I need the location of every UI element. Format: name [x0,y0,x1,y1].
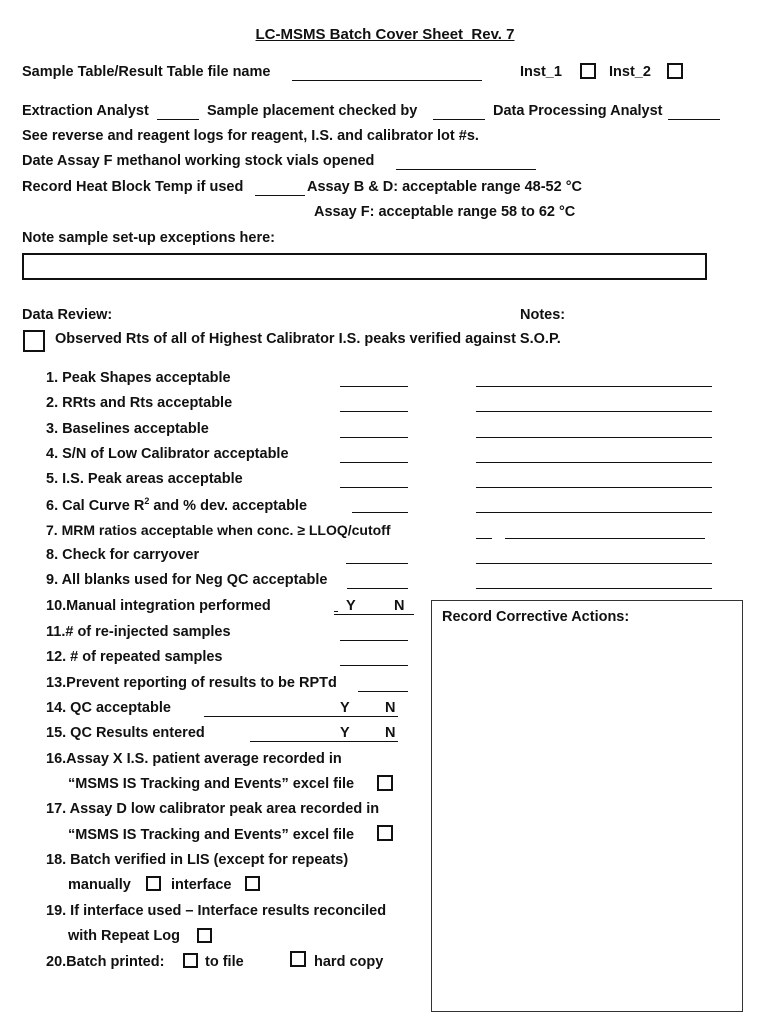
item-3-blank[interactable] [340,437,408,438]
item-12-blank[interactable] [340,665,408,666]
item-20-hardcopy-label: hard copy [314,954,384,970]
item-11-label: 11.# of re-injected samples [46,624,231,640]
item-16-label: 16.Assay X I.S. patient average recorded in [46,751,342,767]
item-2-notes[interactable] [476,411,712,412]
item-15-no[interactable]: N [385,725,396,741]
no-option[interactable]: N [394,598,405,614]
methanol-label: Date Assay F methanol working stock vials opened [22,153,375,169]
item-17-label-line2: “MSMS IS Tracking and Events” excel file [68,827,355,843]
item-17-label: 17. Assay D low calibrator peak area recorded in [46,801,380,817]
item-4-notes[interactable] [476,462,712,463]
item-9-notes[interactable] [476,588,712,589]
item-11-blank[interactable] [340,640,408,641]
inst2-checkbox[interactable] [667,63,683,79]
item-19-checkbox[interactable] [197,928,212,943]
item-18-manually-label: manually [68,877,131,893]
heat-block-blank[interactable] [255,195,305,196]
item-1-label: 1. Peak Shapes acceptable [46,370,231,386]
item-1-blank[interactable] [340,386,408,387]
exceptions-input[interactable] [22,253,707,280]
item-19-label-line2: with Repeat Log [68,928,180,944]
item-6-notes[interactable] [476,512,712,513]
item-5-label: 5. I.S. Peak areas acceptable [46,471,243,487]
inst2-label: Inst_2 [609,64,651,80]
placement-checked-label: Sample placement checked by [207,103,418,119]
item-14-no[interactable]: N [385,700,396,716]
corrective-actions-label: Record Corrective Actions: [442,609,630,625]
item-2-label: 2. RRts and Rts acceptable [46,395,233,411]
item-6-text-rest: and % dev. acceptable [149,497,308,514]
observed-rts-label: Observed Rts of all of Highest Calibrator I.S. peaks verified against S.O.P. [55,331,561,347]
placement-checked-blank[interactable] [433,119,485,120]
document-title: LC-MSMS Batch Cover Sheet_Rev. 7 [255,26,515,43]
item-6-blank[interactable] [352,512,408,513]
item-2-blank[interactable] [340,411,408,412]
item-16-label-line2: “MSMS IS Tracking and Events” excel file [68,776,355,792]
item-16-checkbox[interactable] [377,775,393,791]
inst1-label: Inst_1 [520,64,562,80]
item-19-label: 19. If interface used – Interface results reconciled [46,903,387,919]
item-20-file-label: to file [205,954,244,970]
item-8-blank[interactable] [346,563,408,564]
item-10-underline [334,614,414,615]
item-18-manually-checkbox[interactable] [146,876,161,891]
item-6-label [46,496,307,514]
item-14-line [204,716,398,717]
item-10-yn[interactable] [334,598,414,614]
item-9-label: 9. All blanks used for Neg QC acceptable [46,572,328,588]
item-15-line [250,741,398,742]
item-7-notes[interactable] [505,538,705,539]
reverse-note: See reverse and reagent logs for reagent, I.S. and calibrator lot #s. [22,128,479,144]
item-18-interface-checkbox[interactable] [245,876,260,891]
item-10-label: 10.Manual integration performed [46,598,271,614]
item-4-blank[interactable] [340,462,408,463]
item-9-blank[interactable] [347,588,408,589]
item-8-label: 8. Check for carryover [46,547,200,563]
item-14-label: 14. QC acceptable [46,700,171,716]
inst1-checkbox[interactable] [580,63,596,79]
item-18-interface-label: interface [171,877,232,893]
item-7-label: 7. MRM ratios acceptable when conc. ≥ LLOQ/cutoff [46,522,391,538]
item-7-blank[interactable] [476,538,492,539]
item-8-notes[interactable] [476,563,712,564]
item-13-label: 13.Prevent reporting of results to be RPTd [46,675,337,691]
assay-f-range: Assay F: acceptable range 58 to 62 °C [314,204,576,220]
exceptions-label: Note sample set-up exceptions here: [22,230,276,246]
item-15-yes[interactable]: Y [340,725,350,741]
methanol-date-blank[interactable] [396,169,536,170]
item-18-label: 18. Batch verified in LIS (except for repeats) [46,852,349,868]
processing-analyst-blank[interactable] [668,119,720,120]
item-20-hardcopy-checkbox[interactable] [290,951,306,967]
data-review-label: Data Review: [22,307,113,323]
extraction-analyst-label: Extraction Analyst [22,103,149,119]
item-20-file-checkbox[interactable] [183,953,198,968]
item-6-text: 6. Cal Curve R [46,497,145,514]
item-5-notes[interactable] [476,487,712,488]
item-20-label: 20.Batch printed: [46,954,165,970]
item-6-superscript: 2 [144,496,150,506]
sample-table-blank[interactable] [292,80,482,81]
item-3-notes[interactable] [476,437,712,438]
item-17-checkbox[interactable] [377,825,393,841]
yes-option[interactable]: Y [346,598,356,614]
item-13-blank[interactable] [358,691,408,692]
extraction-analyst-blank[interactable] [157,119,199,120]
item-5-blank[interactable] [340,487,408,488]
item-4-label: 4. S/N of Low Calibrator acceptable [46,446,289,462]
item-3-label: 3. Baselines acceptable [46,421,209,437]
processing-analyst-label: Data Processing Analyst [493,103,663,119]
corrective-actions-box[interactable] [431,600,743,1012]
heat-block-label: Record Heat Block Temp if used [22,179,244,195]
item-1-notes[interactable] [476,386,712,387]
item-12-label: 12. # of repeated samples [46,649,223,665]
item-15-label: 15. QC Results entered [46,725,205,741]
observed-rts-checkbox[interactable] [23,330,45,352]
assay-bd-range: Assay B & D: acceptable range 48-52 °C [307,179,582,195]
notes-label: Notes: [520,307,566,323]
sample-table-label: Sample Table/Result Table file name [22,64,271,80]
item-14-yes[interactable]: Y [340,700,350,716]
